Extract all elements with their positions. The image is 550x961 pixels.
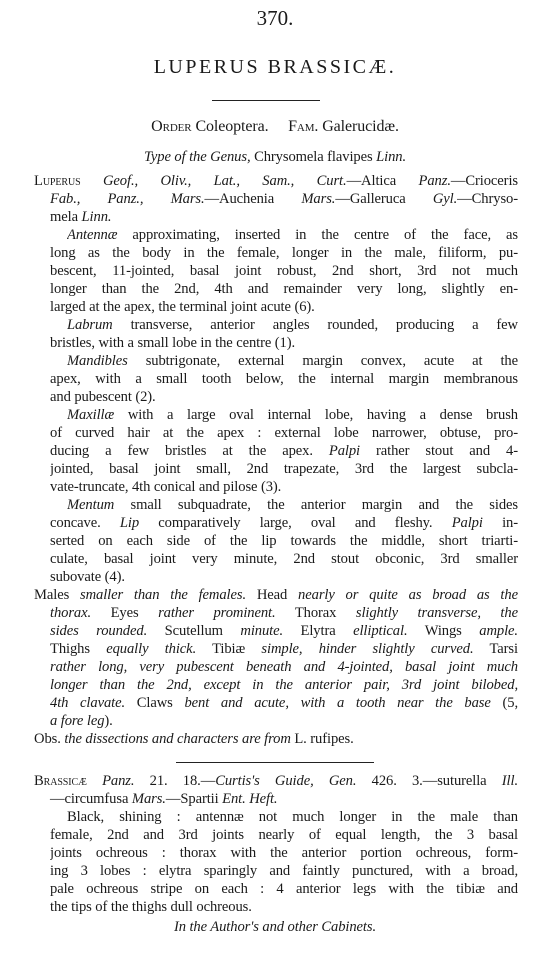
males-description: Males smaller than the females. Head nearly or quite as broad as the — [34, 587, 518, 603]
page-number: 370. — [256, 6, 294, 30]
antennae-text: bescent, 11-jointed, basal joint robust, 2nd short, 3rd not much — [50, 263, 518, 279]
maxillae-text: of curved hair at the apex : external lobe narrower, obtuse, pro- — [50, 425, 518, 441]
species-synonymy: Brassicæ Panz. 21. 18.—Curtis's Guide, Gen. 426. 3.—suturella Ill. — [34, 773, 518, 789]
page-title: LUPERUS BRASSICÆ. — [153, 56, 397, 78]
species-description: joints ochreous : thorax with the anterior portion ochreous, form- — [50, 845, 518, 861]
type-of-genus: Type of the Genus, Chrysomela flavipes Linn. — [143, 149, 407, 165]
males-description: thorax. Eyes rather prominent. Thorax slightly transverse, the — [50, 605, 518, 621]
males-description: sides rounded. Scutellum minute. Elytra elliptical. Wings ample. — [50, 623, 518, 639]
mandibles-text: Mandibles subtrigonate, external margin convex, acute at the — [67, 353, 518, 369]
observation-note: Obs. the dissections and characters are from L. rufipes. — [34, 731, 354, 747]
mandibles-text: and pubescent (2). — [50, 389, 156, 405]
species-description: female, 2nd and 3rd joints nearly of equal length, the 3 basal — [50, 827, 518, 843]
mentum-text: Mentum small subquadrate, the anterior margin and the sides — [67, 497, 518, 513]
males-description: Thighs equally thick. Tibiæ simple, hinder slightly curved. Tarsi — [50, 641, 518, 657]
males-description: rather long, very pubescent beneath and 4-jointed, basal joint much — [50, 659, 518, 675]
genus-synonymy-line: mela Linn. — [50, 209, 112, 225]
mentum-text: subovate (4). — [50, 569, 125, 585]
mentum-text: serted on each side of the lip towards the middle, short triarti- — [50, 533, 518, 549]
cabinets-note: In the Author's and other Cabinets. — [173, 919, 377, 935]
maxillae-text: Maxillæ with a large oval internal lobe, having a dense brush — [67, 407, 518, 423]
genus-synonymy-line: Luperus Geof., Oliv., Lat., Sam., Curt.—Altica Panz.—Crioceris — [34, 173, 518, 189]
antennae-text: long as the body in the female, longer in the male, filiform, pu- — [50, 245, 518, 261]
males-description: longer than the 2nd, except in the anterior pair, 3rd joint bilobed, — [50, 677, 518, 693]
mentum-text: culate, basal joint very minute, 2nd stout obconic, 3rd smaller — [50, 551, 518, 567]
section-divider — [176, 762, 374, 763]
species-description: ing 3 lobes : elytra sparingly and faintly punctured, with a broad, — [50, 863, 518, 879]
antennae-text: longer than the 2nd, 4th and remainder very long, slightly en- — [50, 281, 518, 297]
labrum-text: bristles, with a small lobe in the centre (1). — [50, 335, 296, 351]
labrum-text: Labrum transverse, anterior angles rounded, producing a few — [67, 317, 518, 333]
maxillae-text: vate-truncate, 4th conical and pilose (3). — [50, 479, 282, 495]
genus-synonymy-line: Fab., Panz., Mars.—Auchenia Mars.—Galleruca Gyl.—Chryso- — [50, 191, 518, 207]
antennae-text: Antennæ approximating, inserted in the centre of the face, as — [67, 227, 518, 243]
title-divider — [212, 100, 320, 101]
species-description: the tips of the thighs dull ochreous. — [50, 899, 252, 915]
males-description: 4th clavate. Claws bent and acute, with a tooth near the base (5, — [50, 695, 518, 711]
mandibles-text: apex, with a small tooth below, the internal margin membranous — [50, 371, 518, 387]
males-description: a fore leg). — [50, 713, 113, 729]
species-synonymy: —circumfusa Mars.—Spartii Ent. Heft. — [50, 791, 278, 807]
classification-line: Order Coleoptera. Fam. Galerucidæ. — [151, 118, 399, 135]
species-description: pale ochreous stripe on each : 4 anterior legs with the tibiæ and — [50, 881, 518, 897]
mentum-text: concave. Lip comparatively large, oval and fleshy. Palpi in- — [50, 515, 518, 531]
antennae-text: larged at the apex, the terminal joint acute (6). — [50, 299, 315, 315]
maxillae-text: ducing a few bristles at the apex. Palpi rather stout and 4- — [50, 443, 518, 459]
maxillae-text: jointed, basal joint small, 2nd trapezate, 3rd the largest subcla- — [50, 461, 518, 477]
species-description: Black, shining : antennæ not much longer in the male than — [67, 809, 518, 825]
